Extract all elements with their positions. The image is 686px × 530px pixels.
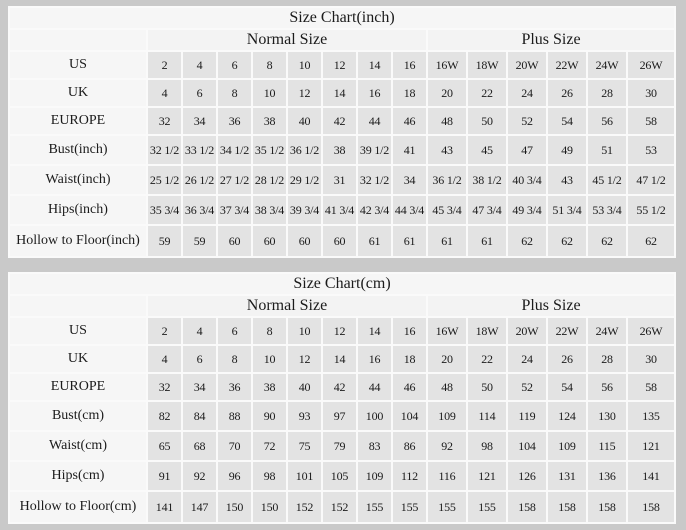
normal-size-cell: 37 3/4 — [218, 196, 251, 224]
row-bust-inch — [10, 136, 674, 164]
plus-size-cell: 62 — [548, 226, 586, 256]
normal-size-cell: 86 — [393, 432, 426, 460]
plus-size-cell: 22W — [548, 318, 586, 344]
normal-size-cell: 18 — [393, 80, 426, 106]
plus-size-cell: 130 — [588, 402, 626, 430]
normal-size-cell: 4 — [148, 80, 181, 106]
row-hollow-to-floor-inch — [10, 226, 674, 256]
plus-size-cell: 98 — [468, 432, 506, 460]
plus-size-cell: 116 — [428, 462, 466, 490]
plus-size-cell: 43 — [428, 136, 466, 164]
row-hollow-to-floor-cm — [10, 492, 674, 522]
row-label-europe: EUROPE — [10, 374, 146, 400]
normal-size-cell: 32 1/2 — [148, 136, 181, 164]
row-label-hollow-to-floor-inch: Hollow to Floor(inch) — [10, 226, 146, 256]
plus-size-cell: 45 1/2 — [588, 166, 626, 194]
normal-size-cell: 59 — [148, 226, 181, 256]
normal-size-cell: 98 — [253, 462, 286, 490]
plus-size-cell: 16W — [428, 318, 466, 344]
plus-size-cell: 58 — [628, 374, 674, 400]
plus-size-cell: 48 — [428, 108, 466, 134]
normal-size-cell: 109 — [358, 462, 391, 490]
normal-size-cell: 38 — [253, 374, 286, 400]
normal-size-cell: 41 3/4 — [323, 196, 356, 224]
plus-size-cell: 52 — [508, 108, 546, 134]
normal-size-cell: 42 3/4 — [358, 196, 391, 224]
size-table — [8, 272, 676, 524]
plus-size-cell: 24W — [588, 318, 626, 344]
normal-size-cell: 8 — [253, 318, 286, 344]
normal-size-cell: 61 — [393, 226, 426, 256]
normal-size-cell: 34 — [183, 374, 216, 400]
plus-size-cell: 109 — [548, 432, 586, 460]
plus-size-cell: 45 3/4 — [428, 196, 466, 224]
normal-size-cell: 60 — [288, 226, 321, 256]
group-header-row — [10, 296, 674, 316]
normal-size-cell: 31 — [323, 166, 356, 194]
normal-size-cell: 97 — [323, 402, 356, 430]
plus-size-cell: 121 — [468, 462, 506, 490]
normal-size-cell: 59 — [183, 226, 216, 256]
table-title: Size Chart(cm) — [10, 274, 674, 294]
row-label-bust-cm: Bust(cm) — [10, 402, 146, 430]
plus-size-cell: 43 — [548, 166, 586, 194]
normal-size-cell: 40 — [288, 374, 321, 400]
plus-size-cell: 158 — [508, 492, 546, 522]
normal-size-cell: 32 — [148, 374, 181, 400]
normal-size-cell: 61 — [358, 226, 391, 256]
plus-size-cell: 158 — [548, 492, 586, 522]
plus-size-cell: 61 — [468, 226, 506, 256]
normal-size-cell: 112 — [393, 462, 426, 490]
normal-size-cell: 16 — [358, 80, 391, 106]
row-europe — [10, 374, 674, 400]
plus-size-cell: 52 — [508, 374, 546, 400]
normal-size-cell: 32 1/2 — [358, 166, 391, 194]
plus-size-cell: 26 — [548, 80, 586, 106]
plus-size-cell: 155 — [428, 492, 466, 522]
normal-size-cell: 42 — [323, 108, 356, 134]
plus-size-cell: 55 1/2 — [628, 196, 674, 224]
plus-size-cell: 54 — [548, 108, 586, 134]
normal-size-cell: 33 1/2 — [183, 136, 216, 164]
normal-size-cell: 68 — [183, 432, 216, 460]
normal-size-cell: 155 — [358, 492, 391, 522]
plus-size-cell: 40 3/4 — [508, 166, 546, 194]
normal-size-cell: 8 — [218, 80, 251, 106]
plus-size-cell: 62 — [508, 226, 546, 256]
corner-cell — [10, 296, 146, 316]
normal-size-cell: 44 — [358, 108, 391, 134]
plus-size-cell: 136 — [588, 462, 626, 490]
normal-size-cell: 6 — [218, 318, 251, 344]
normal-size-cell: 34 1/2 — [218, 136, 251, 164]
row-label-hips-inch: Hips(inch) — [10, 196, 146, 224]
plus-size-cell: 131 — [548, 462, 586, 490]
plus-size-cell: 126 — [508, 462, 546, 490]
plus-size-cell: 22 — [468, 346, 506, 372]
normal-size-cell: 147 — [183, 492, 216, 522]
plus-size-cell: 47 3/4 — [468, 196, 506, 224]
normal-size-cell: 34 — [183, 108, 216, 134]
plus-size-cell: 47 1/2 — [628, 166, 674, 194]
row-waist-cm — [10, 432, 674, 460]
normal-size-cell: 2 — [148, 318, 181, 344]
normal-size-cell: 28 1/2 — [253, 166, 286, 194]
normal-size-cell: 25 1/2 — [148, 166, 181, 194]
normal-size-cell: 41 — [393, 136, 426, 164]
row-label-hips-cm: Hips(cm) — [10, 462, 146, 490]
normal-size-cell: 60 — [323, 226, 356, 256]
normal-size-cell: 44 — [358, 374, 391, 400]
row-bust-cm — [10, 402, 674, 430]
group-plus-size: Plus Size — [428, 30, 674, 50]
normal-size-cell: 141 — [148, 492, 181, 522]
plus-size-cell: 119 — [508, 402, 546, 430]
plus-size-cell: 51 — [588, 136, 626, 164]
normal-size-cell: 60 — [218, 226, 251, 256]
plus-size-cell: 124 — [548, 402, 586, 430]
row-label-waist-inch: Waist(inch) — [10, 166, 146, 194]
plus-size-cell: 26W — [628, 52, 674, 78]
plus-size-cell: 62 — [628, 226, 674, 256]
plus-size-cell: 47 — [508, 136, 546, 164]
plus-size-cell: 16W — [428, 52, 466, 78]
plus-size-cell: 24W — [588, 52, 626, 78]
normal-size-cell: 8 — [253, 52, 286, 78]
group-normal-size: Normal Size — [148, 30, 426, 50]
normal-size-cell: 8 — [218, 346, 251, 372]
normal-size-cell: 10 — [253, 346, 286, 372]
row-europe — [10, 108, 674, 134]
row-uk — [10, 346, 674, 372]
plus-size-cell: 109 — [428, 402, 466, 430]
row-us — [10, 318, 674, 344]
plus-size-cell: 26 — [548, 346, 586, 372]
normal-size-cell: 35 1/2 — [253, 136, 286, 164]
group-header-row — [10, 30, 674, 50]
normal-size-cell: 6 — [183, 346, 216, 372]
normal-size-cell: 88 — [218, 402, 251, 430]
row-label-us: US — [10, 52, 146, 78]
normal-size-cell: 12 — [323, 318, 356, 344]
normal-size-cell: 10 — [288, 318, 321, 344]
normal-size-cell: 10 — [253, 80, 286, 106]
row-label-hollow-to-floor-cm: Hollow to Floor(cm) — [10, 492, 146, 522]
normal-size-cell: 65 — [148, 432, 181, 460]
plus-size-cell: 104 — [508, 432, 546, 460]
normal-size-cell: 100 — [358, 402, 391, 430]
plus-size-cell: 56 — [588, 374, 626, 400]
normal-size-cell: 96 — [218, 462, 251, 490]
plus-size-cell: 28 — [588, 80, 626, 106]
normal-size-cell: 16 — [393, 52, 426, 78]
plus-size-cell: 135 — [628, 402, 674, 430]
row-label-waist-cm: Waist(cm) — [10, 432, 146, 460]
normal-size-cell: 40 — [288, 108, 321, 134]
plus-size-cell: 22W — [548, 52, 586, 78]
normal-size-cell: 14 — [358, 52, 391, 78]
plus-size-cell: 38 1/2 — [468, 166, 506, 194]
normal-size-cell: 26 1/2 — [183, 166, 216, 194]
normal-size-cell: 60 — [253, 226, 286, 256]
normal-size-cell: 12 — [323, 52, 356, 78]
normal-size-cell: 38 — [253, 108, 286, 134]
normal-size-cell: 42 — [323, 374, 356, 400]
plus-size-cell: 53 — [628, 136, 674, 164]
row-label-uk: UK — [10, 80, 146, 106]
normal-size-cell: 27 1/2 — [218, 166, 251, 194]
normal-size-cell: 34 — [393, 166, 426, 194]
normal-size-cell: 70 — [218, 432, 251, 460]
normal-size-cell: 75 — [288, 432, 321, 460]
plus-size-cell: 26W — [628, 318, 674, 344]
normal-size-cell: 91 — [148, 462, 181, 490]
normal-size-cell: 2 — [148, 52, 181, 78]
row-hips-inch — [10, 196, 674, 224]
plus-size-cell: 155 — [468, 492, 506, 522]
group-plus-size: Plus Size — [428, 296, 674, 316]
plus-size-cell: 50 — [468, 374, 506, 400]
plus-size-cell: 49 3/4 — [508, 196, 546, 224]
plus-size-cell: 30 — [628, 80, 674, 106]
plus-size-cell: 158 — [628, 492, 674, 522]
plus-size-cell: 62 — [588, 226, 626, 256]
normal-size-cell: 38 3/4 — [253, 196, 286, 224]
plus-size-cell: 48 — [428, 374, 466, 400]
plus-size-cell: 36 1/2 — [428, 166, 466, 194]
normal-size-cell: 38 — [323, 136, 356, 164]
normal-size-cell: 32 — [148, 108, 181, 134]
size-chart-inch-table-container — [8, 6, 676, 258]
normal-size-cell: 14 — [323, 346, 356, 372]
normal-size-cell: 104 — [393, 402, 426, 430]
normal-size-cell: 83 — [358, 432, 391, 460]
row-waist-inch — [10, 166, 674, 194]
plus-size-cell: 22 — [468, 80, 506, 106]
normal-size-cell: 18 — [393, 346, 426, 372]
normal-size-cell: 84 — [183, 402, 216, 430]
normal-size-cell: 6 — [183, 80, 216, 106]
normal-size-cell: 39 1/2 — [358, 136, 391, 164]
normal-size-cell: 79 — [323, 432, 356, 460]
group-normal-size: Normal Size — [148, 296, 426, 316]
normal-size-cell: 92 — [183, 462, 216, 490]
plus-size-cell: 92 — [428, 432, 466, 460]
row-hips-cm — [10, 462, 674, 490]
normal-size-cell: 4 — [148, 346, 181, 372]
plus-size-cell: 24 — [508, 80, 546, 106]
plus-size-cell: 58 — [628, 108, 674, 134]
normal-size-cell: 36 — [218, 374, 251, 400]
normal-size-cell: 16 — [358, 346, 391, 372]
plus-size-cell: 158 — [588, 492, 626, 522]
plus-size-cell: 56 — [588, 108, 626, 134]
plus-size-cell: 20 — [428, 80, 466, 106]
normal-size-cell: 4 — [183, 52, 216, 78]
row-us — [10, 52, 674, 78]
normal-size-cell: 12 — [288, 80, 321, 106]
plus-size-cell: 18W — [468, 52, 506, 78]
normal-size-cell: 16 — [393, 318, 426, 344]
plus-size-cell: 30 — [628, 346, 674, 372]
plus-size-cell: 121 — [628, 432, 674, 460]
normal-size-cell: 105 — [323, 462, 356, 490]
plus-size-cell: 141 — [628, 462, 674, 490]
row-label-europe: EUROPE — [10, 108, 146, 134]
row-uk — [10, 80, 674, 106]
plus-size-cell: 28 — [588, 346, 626, 372]
normal-size-cell: 14 — [358, 318, 391, 344]
plus-size-cell: 51 3/4 — [548, 196, 586, 224]
plus-size-cell: 24 — [508, 346, 546, 372]
plus-size-cell: 54 — [548, 374, 586, 400]
plus-size-cell: 20 — [428, 346, 466, 372]
plus-size-cell: 53 3/4 — [588, 196, 626, 224]
normal-size-cell: 35 3/4 — [148, 196, 181, 224]
plus-size-cell: 20W — [508, 52, 546, 78]
title-row — [10, 274, 674, 294]
title-row — [10, 8, 674, 28]
normal-size-cell: 82 — [148, 402, 181, 430]
normal-size-cell: 36 3/4 — [183, 196, 216, 224]
size-table — [8, 6, 676, 258]
row-label-uk: UK — [10, 346, 146, 372]
corner-cell — [10, 30, 146, 50]
normal-size-cell: 150 — [253, 492, 286, 522]
normal-size-cell: 4 — [183, 318, 216, 344]
normal-size-cell: 150 — [218, 492, 251, 522]
normal-size-cell: 14 — [323, 80, 356, 106]
normal-size-cell: 155 — [393, 492, 426, 522]
normal-size-cell: 39 3/4 — [288, 196, 321, 224]
normal-size-cell: 36 1/2 — [288, 136, 321, 164]
normal-size-cell: 90 — [253, 402, 286, 430]
row-label-us: US — [10, 318, 146, 344]
plus-size-cell: 114 — [468, 402, 506, 430]
normal-size-cell: 152 — [288, 492, 321, 522]
normal-size-cell: 46 — [393, 108, 426, 134]
normal-size-cell: 29 1/2 — [288, 166, 321, 194]
plus-size-cell: 115 — [588, 432, 626, 460]
plus-size-cell: 20W — [508, 318, 546, 344]
normal-size-cell: 10 — [288, 52, 321, 78]
normal-size-cell: 46 — [393, 374, 426, 400]
plus-size-cell: 50 — [468, 108, 506, 134]
normal-size-cell: 152 — [323, 492, 356, 522]
normal-size-cell: 93 — [288, 402, 321, 430]
table-title: Size Chart(inch) — [10, 8, 674, 28]
normal-size-cell: 72 — [253, 432, 286, 460]
normal-size-cell: 101 — [288, 462, 321, 490]
row-label-bust-inch: Bust(inch) — [10, 136, 146, 164]
normal-size-cell: 44 3/4 — [393, 196, 426, 224]
plus-size-cell: 61 — [428, 226, 466, 256]
normal-size-cell: 12 — [288, 346, 321, 372]
plus-size-cell: 18W — [468, 318, 506, 344]
size-chart-cm-table-container — [8, 272, 676, 524]
normal-size-cell: 6 — [218, 52, 251, 78]
normal-size-cell: 36 — [218, 108, 251, 134]
plus-size-cell: 49 — [548, 136, 586, 164]
plus-size-cell: 45 — [468, 136, 506, 164]
